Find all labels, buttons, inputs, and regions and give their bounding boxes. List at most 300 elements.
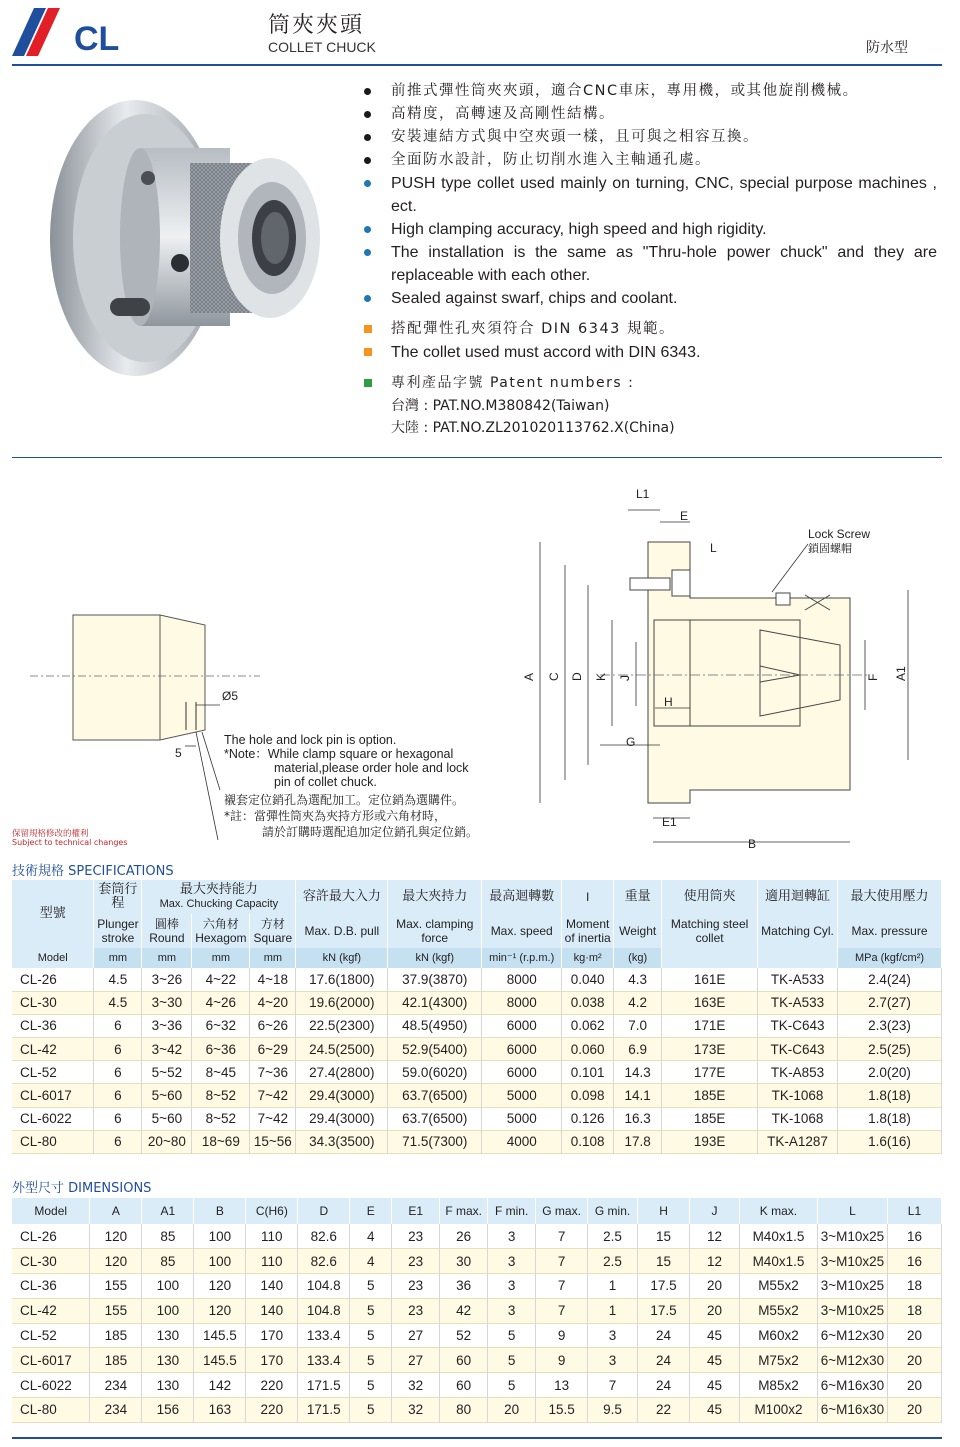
col-header: 適用迴轉缸 [758, 880, 838, 914]
table-cell: 145.5 [194, 1323, 246, 1348]
table-cell: 3~M10x25 [817, 1224, 887, 1249]
table-cell: 220 [246, 1373, 298, 1398]
table-cell: 82.6 [298, 1224, 350, 1249]
col-header: Max. pressure [838, 914, 942, 948]
table-cell: 6 [94, 1084, 142, 1107]
table-cell: 3~M10x25 [817, 1249, 887, 1274]
dim-label-a1: A1 [894, 666, 908, 681]
table-cell: CL-42 [12, 1298, 90, 1323]
table-cell: CL-6022 [12, 1373, 90, 1398]
table-row [12, 1061, 942, 1084]
bullet-icon [364, 157, 371, 164]
table-cell: 22 [638, 1398, 690, 1423]
brand-logo [12, 8, 127, 60]
table-cell: 5~60 [142, 1084, 192, 1107]
table-cell: 130 [142, 1348, 194, 1373]
table-cell: 3 [488, 1224, 536, 1249]
table-cell: TK-1068 [758, 1084, 838, 1107]
table-cell: 3~30 [142, 991, 192, 1014]
col-header: Matching steel collet [662, 914, 758, 948]
col-header: A [90, 1198, 142, 1224]
rights-note-zh: 保留規格修改的權利 [12, 829, 89, 839]
table-cell: 4~18 [250, 968, 296, 991]
dim-label-c: C [547, 672, 561, 681]
table-cell: 24 [638, 1348, 690, 1373]
dimensions-section-title: 外型尺寸 DIMENSIONS [12, 1181, 152, 1196]
col-header: Moment of inertia [562, 914, 614, 948]
table-cell: 20 [887, 1398, 941, 1423]
table-cell: 145.5 [194, 1348, 246, 1373]
table-cell: 5 [350, 1373, 392, 1398]
bullet-icon [364, 226, 371, 233]
table-cell: 170 [246, 1323, 298, 1348]
table-cell: 4.5 [94, 991, 142, 1014]
col-header: Matching Cyl. [758, 914, 838, 948]
table-cell: 3 [488, 1274, 536, 1299]
dim-label-e1: E1 [662, 815, 677, 829]
col-header: 套筒行程 [94, 880, 142, 914]
table-cell: 0.060 [562, 1038, 614, 1061]
col-header: 重量 [614, 880, 662, 914]
specifications-table [12, 880, 942, 1154]
table-cell: 3~42 [142, 1038, 192, 1061]
footer-divider [12, 1437, 942, 1439]
table-cell: 20 [887, 1373, 941, 1398]
table-cell: 6~26 [250, 1014, 296, 1037]
table-cell: 42 [440, 1298, 488, 1323]
bullet-icon [364, 249, 371, 256]
feature-item: 前推式彈性筒夾夾頭，適合CNC車床，專用機，或其他旋削機械。 [362, 80, 937, 103]
dim-label-a: A [522, 672, 536, 681]
table-cell: 52 [440, 1323, 488, 1348]
table-cell: 45 [690, 1348, 740, 1373]
table-cell: 4~26 [192, 991, 250, 1014]
col-header: 型號 [12, 880, 94, 948]
note-line: 襯套定位銷孔為選配加工。定位銷為選購件。 [224, 793, 465, 807]
unit-cell [758, 948, 838, 968]
table-cell: 7~42 [250, 1084, 296, 1107]
table-cell: 155 [90, 1298, 142, 1323]
unit-cell: mm [250, 948, 296, 968]
col-header: J [690, 1198, 740, 1224]
col-header: K max. [739, 1198, 817, 1224]
table-cell: 6 [94, 1038, 142, 1061]
table-cell: 120 [194, 1298, 246, 1323]
patent-taiwan: 台灣 : PAT.NO.M380842(Taiwan) [391, 398, 610, 414]
lock-screw-label-zh: 鎖固螺帽 [808, 542, 852, 555]
table-cell: 104.8 [298, 1298, 350, 1323]
table-cell: CL-6017 [12, 1348, 90, 1373]
table-row [12, 991, 942, 1014]
col-header: Model [12, 948, 94, 968]
table-cell: 193E [662, 1130, 758, 1153]
table-cell: 3 [588, 1348, 638, 1373]
col-header: H [638, 1198, 690, 1224]
table-cell: CL-80 [12, 1130, 94, 1153]
table-cell: 82.6 [298, 1249, 350, 1274]
table-cell: 5~60 [142, 1107, 192, 1130]
din-note-en: The collet used must accord with DIN 6343. [362, 341, 937, 364]
table-cell: 171.5 [298, 1373, 350, 1398]
note-line: *註：當彈性筒夾為夾持方形或六角材時， [224, 809, 447, 823]
note-line: *Note：While clamp square or hexagonal [224, 747, 454, 761]
col-header: Model [12, 1198, 90, 1224]
table-cell: 6 [94, 1107, 142, 1130]
table-cell: 2.5 [588, 1249, 638, 1274]
table-cell: 7 [536, 1249, 588, 1274]
table-cell: CL-52 [12, 1061, 94, 1084]
col-header: E [350, 1198, 392, 1224]
table-cell: 4~20 [250, 991, 296, 1014]
table-cell: 3~36 [142, 1014, 192, 1037]
table-cell: 17.8 [614, 1130, 662, 1153]
col-header: L [817, 1198, 887, 1224]
col-header: 容許最大入力 [296, 880, 388, 914]
table-cell: 45 [690, 1373, 740, 1398]
dim-label-h: H [664, 695, 673, 709]
col-header: 最大夾持能力 Max. Chucking Capacity [142, 880, 296, 914]
table-cell: 20~80 [142, 1130, 192, 1153]
table-cell: 20 [488, 1398, 536, 1423]
table-cell: 6000 [482, 1061, 562, 1084]
table-cell: 16 [887, 1224, 941, 1249]
patent-title: 專利產品字號 Patent numbers : [362, 372, 937, 395]
table-cell: 22.5(2300) [296, 1014, 388, 1037]
table-cell: 4.5 [94, 968, 142, 991]
table-cell: 3 [488, 1249, 536, 1274]
table-cell: 133.4 [298, 1348, 350, 1373]
patent-china: 大陸 : PAT.NO.ZL201020113762.X(China) [391, 420, 675, 436]
table-cell: 6000 [482, 1038, 562, 1061]
table-cell: 6000 [482, 1014, 562, 1037]
table-cell: 100 [194, 1249, 246, 1274]
unit-cell: mm [192, 948, 250, 968]
dim-label-b: B [748, 837, 757, 851]
feature-item: 安裝連結方式與中空夾頭一樣，且可與之相容互換。 [362, 126, 937, 149]
table-cell: 5 [350, 1274, 392, 1299]
table-row [12, 1348, 942, 1373]
col-header: Max. speed [482, 914, 562, 948]
unit-cell: MPa (kgf/cm²) [838, 948, 942, 968]
table-cell: 15 [638, 1224, 690, 1249]
table-cell: 29.4(3000) [296, 1107, 388, 1130]
feature-item: 高精度，高轉速及高剛性結構。 [362, 103, 937, 126]
table-cell: 7 [536, 1224, 588, 1249]
orange-square-icon [364, 348, 372, 356]
table-cell: 173E [662, 1038, 758, 1061]
table-cell: 7 [588, 1373, 638, 1398]
table-cell: 34.3(3500) [296, 1130, 388, 1153]
table-cell: 9.5 [588, 1398, 638, 1423]
bullet-icon [364, 111, 371, 118]
table-cell: 185 [90, 1323, 142, 1348]
page-header [0, 0, 960, 72]
section-view [600, 542, 870, 803]
table-cell: 27 [392, 1323, 440, 1348]
table-cell: 140 [246, 1298, 298, 1323]
table-cell: 1 [588, 1298, 638, 1323]
table-cell: 185E [662, 1084, 758, 1107]
table-cell: 18 [887, 1298, 941, 1323]
table-cell: 1 [588, 1274, 638, 1299]
col-header: 圓棒 Round [142, 914, 192, 948]
table-cell: CL-36 [12, 1014, 94, 1037]
unit-cell: min⁻¹ (r.p.m.) [482, 948, 562, 968]
table-cell: 15 [638, 1249, 690, 1274]
table-cell: 4 [350, 1224, 392, 1249]
feature-item: Sealed against swarf, chips and coolant. [362, 287, 937, 310]
table-cell: 29.4(3000) [296, 1084, 388, 1107]
table-cell: CL-80 [12, 1398, 90, 1423]
table-cell: CL-6017 [12, 1084, 94, 1107]
table-cell: TK-A533 [758, 968, 838, 991]
table-cell: 4.2 [614, 991, 662, 1014]
table-cell: 6.9 [614, 1038, 662, 1061]
unit-cell: (kg) [614, 948, 662, 968]
col-header: Max. D.B. pull [296, 914, 388, 948]
table-cell: 2.3(23) [838, 1014, 942, 1037]
table-cell: CL-26 [12, 1224, 90, 1249]
table-cell: 80 [440, 1398, 488, 1423]
feature-list [362, 80, 937, 439]
table-cell: 5000 [482, 1107, 562, 1130]
bullet-icon [364, 88, 371, 95]
table-cell: 171.5 [298, 1398, 350, 1423]
table-cell: CL-6022 [12, 1107, 94, 1130]
table-cell: 2.0(20) [838, 1061, 942, 1084]
table-row [12, 1038, 942, 1061]
table-cell: 5 [350, 1323, 392, 1348]
col-header: 使用筒夾 [662, 880, 758, 914]
table-cell: M85x2 [739, 1373, 817, 1398]
table-cell: M55x2 [739, 1274, 817, 1299]
table-cell: 60 [440, 1373, 488, 1398]
unit-cell: mm [142, 948, 192, 968]
table-cell: 1.8(18) [838, 1107, 942, 1130]
col-header: 最高迴轉數 [482, 880, 562, 914]
table-cell: 3~M10x25 [817, 1298, 887, 1323]
table-cell: 4~22 [192, 968, 250, 991]
table-cell: 0.040 [562, 968, 614, 991]
table-cell: 163E [662, 991, 758, 1014]
lock-screw-label: Lock Screw [808, 527, 871, 541]
col-header: F min. [488, 1198, 536, 1224]
feature-item: The installation is the same as "Thru-hole power chuck" and they are replaceable with each other. [362, 241, 937, 287]
table-cell: 100 [142, 1298, 194, 1323]
table-row [12, 1373, 942, 1398]
dim-label-l1: L1 [636, 487, 650, 501]
note-line: material,please order hole and lock [274, 761, 469, 775]
table-cell: 9 [536, 1323, 588, 1348]
table-cell: M55x2 [739, 1298, 817, 1323]
table-row [12, 1298, 942, 1323]
table-cell: CL-52 [12, 1323, 90, 1348]
col-header: Weight [614, 914, 662, 948]
table-cell: 0.126 [562, 1107, 614, 1130]
col-header: 六角材 Hexagom [192, 914, 250, 948]
table-cell: 24 [638, 1373, 690, 1398]
col-header: B [194, 1198, 246, 1224]
table-cell: 23 [392, 1298, 440, 1323]
table-cell: 4 [350, 1249, 392, 1274]
table-cell: TK-A1287 [758, 1130, 838, 1153]
col-header: G min. [588, 1198, 638, 1224]
table-cell: 15.5 [536, 1398, 588, 1423]
col-header: E1 [392, 1198, 440, 1224]
table-cell: 156 [142, 1398, 194, 1423]
table-cell: 100 [142, 1274, 194, 1299]
table-cell: 7.0 [614, 1014, 662, 1037]
bullet-icon [364, 180, 371, 187]
product-photo [40, 88, 340, 378]
table-cell: 140 [246, 1274, 298, 1299]
specs-section-title: 技術規格 SPECIFICATIONS [12, 864, 174, 879]
table-cell: M75x2 [739, 1348, 817, 1373]
table-cell: 23 [392, 1249, 440, 1274]
col-header: Max. clamping force [388, 914, 482, 948]
table-cell: 2.7(27) [838, 991, 942, 1014]
table-cell: 42.1(4300) [388, 991, 482, 1014]
table-cell: 8~45 [192, 1061, 250, 1084]
col-header: 最大使用壓力 [838, 880, 942, 914]
table-row [12, 1130, 942, 1153]
table-cell: 32 [392, 1398, 440, 1423]
table-cell: 0.038 [562, 991, 614, 1014]
table-cell: TK-A853 [758, 1061, 838, 1084]
table-cell: 17.5 [638, 1274, 690, 1299]
unit-cell: kg·m² [562, 948, 614, 968]
table-cell: 3 [488, 1298, 536, 1323]
table-cell: 6~36 [192, 1038, 250, 1061]
table-cell: 15~56 [250, 1130, 296, 1153]
table-cell: 130 [142, 1323, 194, 1348]
table-cell: 85 [142, 1224, 194, 1249]
table-cell: 7 [536, 1274, 588, 1299]
table-row [12, 1274, 942, 1299]
table-cell: 59.0(6020) [388, 1061, 482, 1084]
table-row [12, 1249, 942, 1274]
table-cell: 6~M12x30 [817, 1323, 887, 1348]
table-cell: 8~52 [192, 1107, 250, 1130]
option-note [224, 733, 478, 839]
table-cell: 163 [194, 1398, 246, 1423]
table-cell: CL-30 [12, 991, 94, 1014]
dim-label-d: D [570, 672, 584, 681]
table-cell: 161E [662, 968, 758, 991]
table-cell: 5000 [482, 1084, 562, 1107]
table-cell: 171E [662, 1014, 758, 1037]
table-cell: 9 [536, 1348, 588, 1373]
table-cell: 170 [246, 1348, 298, 1373]
table-cell: 3~M10x25 [817, 1274, 887, 1299]
dim-label-g: G [626, 735, 636, 749]
table-cell: M60x2 [739, 1323, 817, 1348]
col-header: I [562, 880, 614, 914]
table-cell: 24 [638, 1323, 690, 1348]
table-cell: 6 [94, 1061, 142, 1084]
table-cell: 110 [246, 1224, 298, 1249]
table-cell: 85 [142, 1249, 194, 1274]
table-cell: 8000 [482, 991, 562, 1014]
table-cell: 177E [662, 1061, 758, 1084]
table-cell: 14.3 [614, 1061, 662, 1084]
table-cell: 5 [488, 1323, 536, 1348]
table-cell: 7 [536, 1298, 588, 1323]
table-cell: 63.7(6500) [388, 1107, 482, 1130]
orange-square-icon [364, 325, 372, 333]
table-cell: 7~36 [250, 1061, 296, 1084]
table-cell: 185E [662, 1107, 758, 1130]
table-row [12, 1398, 942, 1423]
table-cell: TK-1068 [758, 1107, 838, 1130]
table-cell: 3 [588, 1323, 638, 1348]
table-cell: 185 [90, 1348, 142, 1373]
table-row [12, 1323, 942, 1348]
hole-depth-label: 5 [175, 746, 182, 760]
table-cell: M40x1.5 [739, 1224, 817, 1249]
feature-item: PUSH type collet used mainly on turning, CNC, special purpose machines , ect. [362, 172, 937, 218]
din-note-zh: 搭配彈性孔夾須符合 DIN 6343 規範。 [362, 318, 937, 341]
table-cell: 27.4(2800) [296, 1061, 388, 1084]
table-cell: TK-A533 [758, 991, 838, 1014]
table-cell: 27 [392, 1348, 440, 1373]
dim-label-e: E [680, 509, 689, 523]
dim-label-l: L [710, 541, 717, 555]
col-header: C(H6) [246, 1198, 298, 1224]
table-cell: CL-26 [12, 968, 94, 991]
col-header: Plunger stroke [94, 914, 142, 948]
table-cell: 52.9(5400) [388, 1038, 482, 1061]
table-cell: 6~M12x30 [817, 1348, 887, 1373]
table-cell: 16 [887, 1249, 941, 1274]
table-cell: 234 [90, 1373, 142, 1398]
feature-item: 全面防水設計，防止切削水進入主軸通孔處。 [362, 149, 937, 172]
table-cell: 6~32 [192, 1014, 250, 1037]
table-cell: 130 [142, 1373, 194, 1398]
table-cell: 23 [392, 1274, 440, 1299]
table-cell: 60 [440, 1348, 488, 1373]
table-row [12, 968, 942, 991]
unit-cell [662, 948, 758, 968]
table-cell: 12 [690, 1249, 740, 1274]
table-cell: 8~52 [192, 1084, 250, 1107]
dimensions-table [12, 1198, 942, 1423]
hole-dia-label: Ø5 [222, 689, 239, 703]
technical-drawing [0, 470, 960, 865]
page-title-zh: 筒夾夾頭 [268, 13, 365, 38]
table-cell: 17.6(1800) [296, 968, 388, 991]
table-cell: 0.098 [562, 1084, 614, 1107]
table-cell: 6 [94, 1130, 142, 1153]
table-cell: 24.5(2500) [296, 1038, 388, 1061]
table-cell: CL-36 [12, 1274, 90, 1299]
table-cell: 234 [90, 1398, 142, 1423]
table-cell: 6~M16x30 [817, 1373, 887, 1398]
table-cell: 18 [887, 1274, 941, 1299]
table-cell: 20 [887, 1323, 941, 1348]
table-cell: 5 [350, 1398, 392, 1423]
table-cell: 1.8(18) [838, 1084, 942, 1107]
table-cell: 5~52 [142, 1061, 192, 1084]
logo-text: CL [74, 20, 120, 58]
table-cell: 17.5 [638, 1298, 690, 1323]
table-cell: 16.3 [614, 1107, 662, 1130]
table-cell: 6 [94, 1014, 142, 1037]
table-cell: 14.1 [614, 1084, 662, 1107]
table-cell: 45 [690, 1323, 740, 1348]
table-cell: 5 [488, 1373, 536, 1398]
bullet-icon [364, 295, 371, 302]
